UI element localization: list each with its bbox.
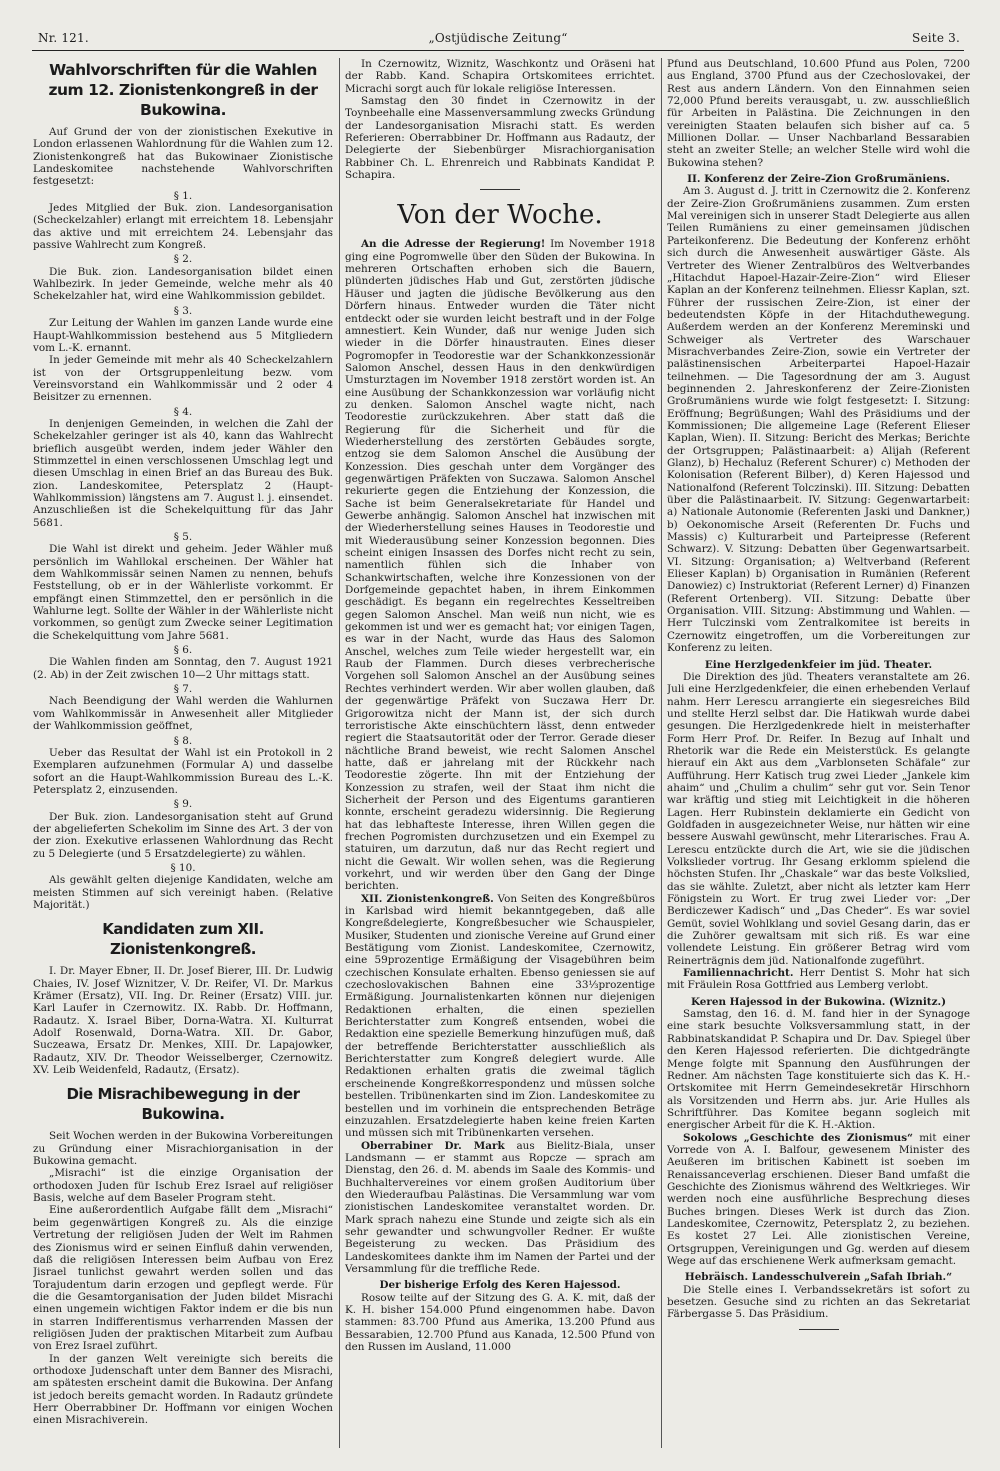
- news-item-title: Eine Herzlgedenkfeier im jüd. Theater.: [704, 658, 933, 671]
- column-2: [345, 58, 655, 1453]
- article-paragraph: Seit Wochen werden in der Bukowina Vorbereitungen zu Gründung einer Misrachiorganisation in der Bukowina gemacht.: [33, 1130, 333, 1168]
- news-item-text: aus Bielitz-Biala, unser Landsmann — er stammt aus Ropcze — sprach am Dienstag, den 26. d. M. abends im Saale des Kommis- und Buchhaltervereines vor einem großen Auditorium über den Wiederaufbau Palästinas. Die Versammlung war vom zionistischen Landeskomitee veranstaltet worden. Dr. Mark sprach nahezu eine Stunde und zeigte sich als ein sehr gewandter und schwungvoller Redner. Er wußte Begeisterung zu wecken. Das Präsidium des Landeskomitees dankte ihm im Namen der Partei und der Versammlung für die treffliche Rede.: [345, 1139, 655, 1275]
- article-paragraph: Jedes Mitglied der Buk. zion. Landesorganisation (Scheckelzahler) erlangt mit erreichtem 18. Lebensjahr das aktive und mit erreichtem 24. Lebensjahr das passive Wahlrecht zum Kongreß.: [33, 202, 333, 252]
- news-item-title: Keren Hajessod in der Bukowina. (Wiznitz.): [690, 995, 947, 1008]
- news-item-title: Oberrabiner Dr. Mark: [361, 1139, 505, 1152]
- article-paragraph: I. Dr. Mayer Ebner, II. Dr. Josef Bierer, III. Dr. Ludwig Chaies, IV. Josef Wiznitzer, V. Dr. Reifer, VI. Dr. Markus Krämer (Ersatz), VII. Ing. Dr. Reiner (Ersatz) VIII. jur. Karl Laufer in Czernowitz. IX. Rabb. Dr. Hoffmann, Radautz. X. Israel Biber, Dorna-Watra. XI. Kulturrat Adolf Rosenwald, Dorna-Watra. XII. Dr. Gabor, Suczeawa, Ersatz Dr. Menkes, XIII. Dr. Lapajowker, Radautz, XIV. Dr. Theodor Weisselberger, Czernowitz. XV. Leib Weidenfeld, Radautz, (Ersatz).: [33, 965, 333, 1077]
- article-paragraph: „Misrachi“ ist die einzige Organisation der orthodoxen Juden für Ischub Erez Israel auf religiöser Basis, welche auf dem Baseler Program steht.: [33, 1167, 333, 1205]
- news-item-title: Hebräisch. Landesschulverein „Safah Ibriah.“: [684, 1271, 953, 1284]
- section-number: § 7.: [173, 683, 193, 696]
- issue-number: Nr. 121.: [38, 31, 89, 45]
- article-paragraph: Pfund aus Deutschland, 10.600 Pfund aus Polen, 7200 aus England, 3700 Pfund aus der Czechoslovakei, der Rest aus andern Ländern. Von den Einnahmen seien 72,000 Pfund bereits verausgabt, u. zw. ausschließlich für Arbeiten in Palästina. Die Zeichnungen in den vereinigten Staaten belaufen sich bisher auf ca. 5 Millionen Dollar. — Unser Nachbarland Bessarabien steht an zweiter Stelle; an welcher Stelle wird wohl die Bukowina stehen?: [667, 58, 970, 169]
- news-item-text: Die Direktion des jüd. Theaters veranstaltete am 26. Juli eine Herzlgedenkfeier, die einen erhebenden Verlauf nahm. Herr Lerescu arrangierte ein siegesreiches Bild und stellte Herzl selbst dar. Die Hatikwah wurde dabei gesungen. Die Herzlgedenkrede hielt in meisterhafter Form Herr Prof. Dr. Reifer. In Bezug auf Inhalt und Rhetorik war die Rede ein Meisterstück. Es gelangte hierauf ein Akt aus dem „Varblonseten Schäfale“ zur Aufführung. Herr Katisch trug zwei Lieder „Jankele kim ahaim“ und „Chulim a chulim“ sehr gut vor. Sein Tenor war kräftig und stieg mit Leichtigkeit in die höheren Lagen. Herr Rubinstein deklamierte ein Gedicht von Goldfaden in ausgezeichneter Weise, nur hätten wir eine bessere Auswahl gewünscht, mehr Literarisches. Frau A. Lerescu entzückte durch die Art, wie sie die jüdischen Volkslieder vortrug. Ihr Gesang erklomm spielend die höchsten Stufen. Ihr „Chaskale“ war das beste Volkslied, das sie wählte. Zuletzt, aber nicht als letzter kam Herr Fönigstein zu Wort. Er trug zwei Lieder vor: „Der Berdiczewer Kadisch“ und „Das Cheder“. Es war soviel Gemüt, soviel Wohlklang und soviel Gesang darin, das er die Zuhörer gewaltsam mit sich riß. Es war eine vollendete Leistung. Ein größerer Betrag wird vom Reinerträgnis dem jüd. Nationalfonde zugeführt.: [667, 670, 970, 967]
- article-heading-kandidaten: Kandidaten zum XII. Zionistenkongreß.: [102, 920, 264, 959]
- newspaper-title: „Ostjüdische Zeitung“: [428, 31, 568, 45]
- news-item-title: Familiennachricht.: [683, 967, 794, 980]
- article-paragraph: Zur Leitung der Wahlen im ganzen Lande wurde eine Haupt-Wahlkommission bestehend aus 5 Mitgliedern vom L.-K. ernannt.: [33, 317, 333, 354]
- article-paragraph: In denjenigen Gemeinden, in welchen die Zahl der Schekelzahler geringer ist als 40, kann das Wahlrecht brieflich ausgeübt werden, indem jeder Wähler den Stimmzettel in einen verschlossenen Umschlag legt und diesen Umschlag in einen Brief an das Bureau des Buk. zion. Landeskomitee, Petersplatz 2 (Haupt-Wahlkommission) längstens am 7. August l. j. einsendet. Anzuschließen ist die Schekelquittung für das Jahr 5681.: [33, 417, 333, 529]
- news-item-text: Von Seiten des Kongreßbüros in Karlsbad wird hiemit bekanntgegeben, daß alle Kongreßdelegierte, Kongreßbesucher wie Schauspieler, Musiker, Studenten und zionische Vereine auf Grund einer Bestätigung vom Zionist. Landeskomitee, Czernowitz, eine 59prozentige Ermäßigung der Visagebühren beim czechischen Konsulate erhalten. Ebenso geniessen sie auf czechoslovakischen Bahnen eine 33⅓prozentige Ermäßigung. Journalistenkarten können nur diejenigen Redaktionen erhalten, die einen speziellen Berichterstatter zum Kongreß entsenden, wobei die Redaktion eine spezielle Bemerkung hinzufügen muß, daß der betreffende Berichterstatter ausschließlich als Berichterstatter zum Kongreß delegiert wurde. Alle Redaktionen erhalten gratis die zweimal täglich erscheinende Kongreßkorrespondenz und müssen solche bestellen. Tribünenkarten sind im Zion. Landeskomitee zu bestellen und im vorhinein die entsprechenden Beträge einzuzahlen. Ersatzdelegierte haben keine freien Karten und müssen sich mit Tribünenkarten versehen.: [345, 892, 655, 1140]
- section-number: § 4.: [173, 405, 193, 418]
- news-item: [667, 1132, 970, 1268]
- column-3: [667, 58, 970, 1453]
- news-item: [345, 893, 655, 1140]
- section-number: § 1.: [173, 189, 193, 202]
- news-item-title: II. Konferenz der Zeire-Zion Großrumäniens.: [687, 173, 950, 186]
- section-number: § 6.: [173, 644, 193, 657]
- article-paragraph: Auf Grund der von der zionistischen Exekutive in London erlassenen Wahlordnung für die Wahlen zum 12. Zionistenkongreß hat das Bukowinaer Zionistische Landeskomitee nachstehende Wahlvorschriften festgesetzt:: [33, 126, 333, 188]
- section-number: § 10.: [170, 861, 196, 874]
- section-number: § 8.: [173, 734, 193, 747]
- news-item-title: Der bisherige Erfolg des Keren Hajessod.: [379, 1279, 621, 1292]
- section-heading-von-der-woche: Von der Woche.: [397, 200, 603, 231]
- news-item-text: mit einer Vorrede von A. I. Balfour, gewesenem Minister des Aeußeren im britischen Kabinett ist soeben im Renaissanceverlag erschienen. Dieser Band umfaßt die Geschichte des Zionismus während des Weltkrieges. Wir werden noch eine ausführliche Besprechung dieses Buches bringen. Dieses Werk ist durch das Zion. Landeskomitee, Czernowitz, Petersplatz 2, zu beziehen. Es kostet 27 Lei. Alle zionistischen Vereine, Ortsgruppen, Vereinigungen und Gg. werden auf diesem Wege auf das erschienene Werk aufmerksam gemacht.: [667, 1131, 970, 1267]
- article-paragraph: In Czernowitz, Wiznitz, Waschkontz und Oräseni hat der Rabb. Kand. Schapira Ortskomitees errichtet. Micrachi sorgt auch für lokale religiöse Interessen.: [345, 58, 655, 95]
- page-header: [32, 28, 964, 51]
- news-item: [667, 967, 970, 992]
- news-item-title: Sokolows „Geschichte des Zionismus“: [683, 1131, 914, 1144]
- news-item-text: Herr Dentist S. Mohr hat sich mit Fräulein Rosa Gottfried aus Lemberg verlobt.: [667, 967, 970, 992]
- page-number: Seite 3.: [912, 31, 960, 45]
- section-number: § 3.: [173, 304, 193, 317]
- divider: [480, 189, 520, 190]
- news-item-text: Samstag, den 16. d. M. fand hier in der Synagoge eine stark besuchte Volksversammlung statt, in der Rabbinatskandidat P. Schapira und Dr. Dav. Spiegel über den Keren Hajessod referierten. Die dichtgedrängte Menge folgte mit Spannung den Ausführungen der Redner. Am nächsten Tage konstituierte sich das K. H.-Ortskomitee mit Herrn Gemeindesekretär Hirschhorn als Vorsitzenden und Herrn abs. jur. Arie Hulles als Schriftführer. Das Komitee begann sogleich mit energischer Arbeit für die K. H.-Aktion.: [667, 1008, 970, 1132]
- article-heading-misrachi: Die Misrachibewegung in der Bukowina.: [66, 1085, 300, 1124]
- divider: [799, 1329, 839, 1330]
- article-paragraph: Der Buk. zion. Landesorganisation steht auf Grund der abgelieferten Schekolim im Sinne des Art. 3 der von der zion. Exekutive erlassenen Wahlordnung das Recht zu 5 Delegierte (und 5 Ersatzdelegierte) zu wählen.: [33, 810, 333, 860]
- news-item: [345, 238, 655, 892]
- article-paragraph: Ueber das Resultat der Wahl ist ein Protokoll in 2 Exemplaren aufzunehmen (Formular A) und dasselbe sofort an die Haupt-Wahlkommission Bureau des L.-K. Petersplatz 2, einzusenden.: [33, 746, 333, 796]
- news-item-text: Im November 1918 ging eine Pogromwelle über den Süden der Bukowina. In mehreren Ortschaften erhoben sich die Bauern, plünderten jüdisches Hab und Gut, zerstörten jüdische Häuser und jagten die jüdische Bevölkerung aus den Dörfern hinaus. Entweder wurden die Täter nicht entdeckt oder sie wurden leicht bestraft und in der Folge amnestiert. Kein Wunder, daß nur wenige Juden sich wieder in die Dörfer hinaustrauten. Eines dieser Pogromopfer in Teodorestie war der Schankkonzessionär Salomon Anschel, dessen Haus in den denkwürdigen Umsturztagen im November 1918 zerstört worden ist. An eine Ausübung der Schankkonzession war vorläufig nicht zu denken. Salomon Anschel wagte nicht, nach Teodorestie zurückzukehren. Aber statt daß die Regierung für die Sicherheit und für die Wiederherstellung des zerstörten Gebäudes sorgte, entzog sie dem Salomon Anschel die Ausübung der Konzession. Dies geschah unter dem Vorgänger des gegenwärtigen Präfekten von Suczawa. Salomon Anschel rekurierte gegen die Entziehung der Konzession, die Sache ist beim Generalsekretariate für Handel und Gewerbe anhängig. Salomon Anschel hat inzwischen mit der Wiederherstellung seines Hauses in Teodorestie und mit Wiederausübung seiner Konzession begonnen. Dies scheint einigen Insassen des Dorfes nicht recht zu sein, namentlich fühlen sich die Inhaber von Schankwirtschaften, welche ihre Konzessionen von der Dorfgemeinde gepachtet haben, in ihrem Einkommen geschädigt. Es begann ein regelrechtes Kesseltreiben gegen Salomon Anschel. Man weiß nun nicht, wie es gekommen ist und wer es gemacht hat; vor einigen Tagen, es war in der Nacht, wurde das Haus des Salomon Anschel, welches zum Teile wieder hergestellt war, ein Raub der Flammen. Durch dieses verbrecherische Vorgehen soll Salomon Anschel an der Ausübung seines Rechtes verhindert werden. Wir aber wollen glauben, daß der gegenwärtige Präfekt von Suczawa Herr Dr. Grigorowitza nicht der Mann ist, der sich durch terroristische Akte einschüchtern lässt, denn entweder regiert die Staatsautorität oder der Terror. Gerade dieser nächtliche Brand beweist, wie recht Salomen Anschel hatte, daß er jahrelang mit der Rückkehr nach Teodorestie zögerte. Ihn mit der Entziehung der Konzession zu strafen, weil der Staat ihm nicht die Sicherheit der Person und des Eigentums garantieren konnte, erscheint geradezu widersinnig. Die Regierung hat das lebhafteste Interesse, ihren Willen gegen die frechen Pogromisten durchzusetzen und ein Exempel zu statuiren, um darzutun, daß nur das Recht regiert und nicht die Gewalt. Wir wollen sehen, was die Regierung vorkehrt, und wir werden über den Gang der Dinge berichten.: [345, 238, 655, 893]
- news-item-text: Rosow teilte auf der Sitzung des G. A. K. mit, daß der K. H. bisher 154.000 Pfund eingenommen habe. Davon stammen: 83.700 Pfund aus Amerika, 13.200 Pfund aus Bessarabien, 12.700 Pfund aus Kanada, 12.500 Pfund von den Russen im Ausland, 11.000: [345, 1291, 655, 1354]
- column-1: [33, 58, 333, 1453]
- column-rule: [339, 58, 340, 1448]
- article-paragraph: In jeder Gemeinde mit mehr als 40 Scheckelzahlern ist von der Ortsgruppenleitung bezw. vom Vereinsvorstand ein Wahlkommissär und 2 oder 4 Beisitzer zu ernennen.: [33, 354, 333, 404]
- section-number: § 2.: [173, 253, 193, 266]
- section-number: § 9.: [173, 798, 193, 811]
- news-item-text: Die Stelle eines I. Verbandssekretärs ist sofort zu besetzen. Gesuche sind zu richten an das Sekretariat Färbergasse 5. Das Präsidium.: [667, 1283, 970, 1321]
- section-number: § 5.: [173, 531, 193, 543]
- news-item-text: Am 3. August d. J. tritt in Czernowitz die 2. Konferenz der Zeire-Zion Großrumäniens zusammen. Zum ersten Mal vereinigen sich in unserer Stadt Delegierte aus allen Teilen Rumäniens zu einer gemeinsamen jüdischen Parteikonferenz. Die Bedeutung der Konferenz erhöht sich durch die Anwesenheit auswärtiger Gäste. Als Vertreter des Wiener Zentralbüros des Weltverbandes „Hitachdut Hapoel-Hazair-Zeire-Zion“ wird Elieser Kaplan an der Konferenz teilnehmen. Eliessr Kaplan, szt. Führer der russischen Zeire-Zion, ist einer der bedeutendsten Köpfe in der Hitachduthewegung. Außerdem werden an der Konferenz Mereminski und Schweiger als Vertreter des Warschauer Misrachverbandes Zeire-Zion, sowie ein Vertreter der palästinensischen Arbeiterpartei Hapoel-Hazair teilnehmen. — Die Tagesordnung der am 3. August beginnenden 2. Jahreskonferenz der Zeire-Zionisten Großrumäniens wurde wie folgt festgesetzt: I. Sitzung: Eröffnung; Begrüßungen; Wahl des Präsidiums und der Kommissionen; Die allgemeine Lage (Referent Elieser Kaplan, Wien). II. Sitzung: Bericht des Merkas; Berichte der Ortsgruppen; Palästinaarbeit: a) Alijah (Referent Glanz), b) Hechaluz (Referent Schurer) c) Methoden der Kolonisation (Referent Bilber), d) Keren Hajessod und Nationalfond (Referent Tolczinski). III. Sitzung: Debatten über die Palästinaarbeit. IV. Sitzung: Gegenwartarbeit: a) Nationale Autonomie (Referenten Jaski und Dankner,) b) Oekonomische Arseit (Referenten Dr. Fuchs und Massis) c) Kulturarbeit und Parteipresse (Referent Schwarz). V. Sitzung: Debatten über Gegenwartsarbeit. VI. Sitzung: Organisation; a) Weltverband (Referent Elieser Kaplan) b) Organisation in Rumänien (Referent Danowiez) c) Instruktoriat (Referent Lerner) d) Finanzen (Referent Ortenberg). VII. Sitzung: Debatte über Organisation. VIII. Sitzung: Abstimmung und Wahlen. — Herr Tulczinski vom Zentralkomitee ist bereits in Czernowitz eingetroffen, um die Vorbereitungen zur Konferenz zu leiten.: [667, 185, 970, 655]
- article-paragraph: Die Buk. zion. Landesorganisation bildet einen Wahlbezirk. In jeder Gemeinde, welche mehr als 40 Schekelzahler hat, wird eine Wahlkommission gebildet.: [33, 265, 333, 303]
- article-paragraph: Nach Beendigung der Wahl werden die Wahlurnen vom Wahlkommissär in Anwesenheit aller Mitglieder der Wahlkommission geöffnet,: [33, 695, 333, 733]
- article-paragraph: Samstag den 30 findet in Czernowitz in der Toynbeehalle eine Massenversammlung zwecks Gründung der Landesorganisation Misrachi statt. Es werden Referieren: Oberrabbiner Dr. Hoffmann aus Radautz, der Delegierte der Siebenbürger Misrachiorganisation Rabbiner Ch. L. Ehrenreich und Rabbinats Kandidat P. Schapira.: [345, 95, 655, 182]
- article-paragraph: Die Wahlen finden am Sonntag, den 7. August 1921 (2. Ab) in der Zeit zwischen 10—2 Uhr mittags statt.: [33, 656, 333, 681]
- article-heading-wahlvorschriften: Wahlvorschriften für die Wahlen zum 12. Zionistenkongreß in der Bukowina.: [48, 61, 318, 119]
- article-paragraph: Eine außerordentlich Aufgabe fällt dem „Misrachi“ beim gegenwärtigen Kongreß zu. Als die einzige Vertretung der religiösen Juden der Welt im Rahmen des Zionismus wird er seinen Einfluß dahin verwenden, daß die religiösen Interessen beim Aufbau von Erez Jisrael tunlichst gewahrt werden sollen und das Torajudentum darin erzogen und gepflegt werde. Für die die Gesamtorganisation der Juden bildet Misrachi einen ungemein wichtigen Faktor indem er die bis nun in starren Indifferentismus verharrenden Massen der religiösen Juden der praktischen Mitarbeit zum Aufbau von Erez Israel zuführt.: [33, 1204, 333, 1353]
- news-item-title: XII. Zionistenkongreß.: [361, 892, 494, 905]
- column-rule: [661, 58, 662, 1448]
- news-item: [345, 1140, 655, 1276]
- article-paragraph: Als gewählt gelten diejenige Kandidaten, welche am meisten Stimmen auf sich vereinigt haben. (Relative Majorität.): [33, 874, 333, 911]
- article-paragraph: Die Wahl ist direkt und geheim. Jeder Wähler muß persönlich im Wahllokal erscheinen. Der Wähler hat dem Wahlkommissär seinen Namen zu nennen, behufs Feststellung, ob er in der Wählerliste vorkommt. Er empfängt einen Stimmzettel, den er persönlich in die Wahlurne legt. Sollte der Wähler in der Wählerliste nicht vorkommen, so genügt zum Zwecke seiner Legitimation die Schekelquittung vom Jahre 5681.: [33, 543, 333, 642]
- news-item-title: An die Adresse der Regierung!: [361, 238, 546, 251]
- article-paragraph: In der ganzen Welt vereinigte sich bereits die orthodoxe Judenschaft unter dem Banner des Misrachi, am spätesten erscheint damit die Bukowina. Der Anfang ist jedoch bereits gemacht worden. In Radautz gründete Herr Oberrabbiner Dr. Hoffmann vor einigen Wochen einen Misrachiverein.: [33, 1352, 333, 1427]
